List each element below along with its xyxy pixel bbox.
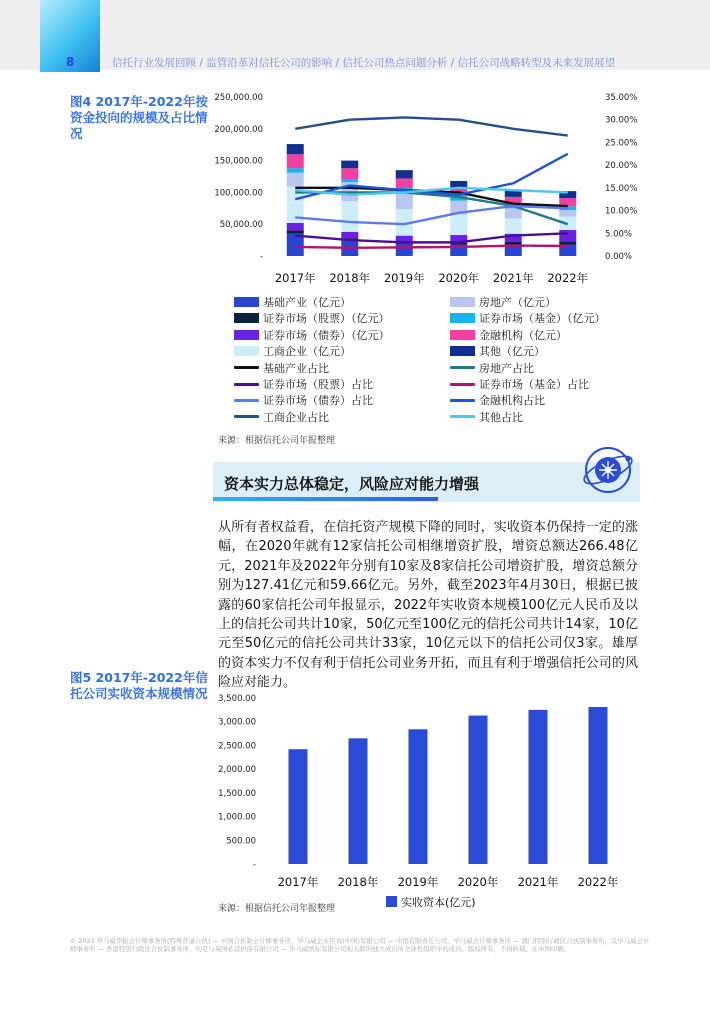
figure5-chart — [210, 690, 650, 912]
bar-segment — [505, 208, 522, 218]
x-tick-label: 2018年 — [337, 875, 379, 889]
section-title-underline — [213, 497, 438, 501]
legend-swatch — [234, 383, 259, 386]
legend-swatch — [234, 330, 259, 340]
x-tick-label: 2017年 — [274, 271, 316, 285]
legend-label: 证券市场（债券）（亿元） — [263, 328, 390, 342]
bar-segment — [341, 201, 358, 232]
y-tick-label: 2,500.00 — [218, 741, 256, 752]
legend-label: 证券市场（债券）占比 — [263, 394, 373, 408]
legend-swatch — [450, 297, 475, 307]
legend-label: 基础产业（亿元） — [263, 296, 351, 309]
x-tick-label: 2020年 — [438, 271, 480, 285]
y2-tick-label: 15.00% — [605, 183, 638, 194]
legend-swatch — [234, 415, 259, 418]
y2-tick-label: 5.00% — [605, 229, 633, 240]
legend-item — [234, 376, 373, 392]
legend-label: 其他（亿元） — [479, 345, 545, 359]
bar-segment — [287, 168, 304, 172]
legend-swatch — [450, 415, 475, 418]
legend-item — [450, 327, 567, 343]
legend-item — [234, 392, 373, 408]
y-tick-label: 200,000.00 — [214, 124, 263, 135]
legend-item — [234, 294, 351, 310]
legend-label: 证券市场（股票）占比 — [263, 378, 373, 391]
bar — [409, 729, 428, 864]
bar-segment — [559, 210, 576, 216]
legend-item — [450, 376, 589, 392]
legend-item — [450, 360, 534, 376]
orbit-icon — [580, 442, 636, 498]
y-tick-label: - — [252, 860, 256, 870]
legend-item — [234, 343, 351, 359]
bar-segment — [287, 154, 304, 168]
legend-label: 金融机构占比 — [479, 394, 545, 408]
bar-segment — [450, 215, 467, 235]
y-tick-label: - — [259, 252, 263, 262]
y2-tick-label: 10.00% — [605, 206, 638, 217]
series-line — [295, 246, 568, 248]
legend-label: 证券市场（基金）（亿元） — [479, 312, 606, 326]
legend-item — [234, 327, 390, 343]
legend-swatch — [234, 366, 259, 369]
y-tick-label: 1,500.00 — [218, 788, 256, 799]
x-tick-label: 2021年 — [492, 271, 534, 285]
x-tick-label: 2017年 — [277, 875, 319, 889]
x-tick-label: 2019年 — [383, 271, 425, 285]
bar-segment — [505, 218, 522, 233]
y2-tick-label: 35.00% — [605, 93, 638, 103]
bar — [349, 738, 368, 864]
copyright-footer: © 2023 毕马威华振会计师事务所(特殊普通合伙) — 中国合伙制会计师事务所，毕马威企业咨询(中国)有限公司 — 中国有限责任公司，毕马威会计师事务所 — 澳门特别行政区合伙制事务所，及毕马威会计师事务所 — 香港特别行政区合伙制事务所，均是与英国私营担保有限公司 — 毕马威国际有限公司相关联的独立成员所全球性组织中的成员。版权所有，不得转载。在中国印刷。 — [70, 937, 650, 953]
legend-label: 房地产占比 — [479, 361, 534, 375]
series-line — [295, 117, 568, 135]
legend-swatch — [450, 330, 475, 340]
bar-segment — [559, 230, 576, 241]
bar-segment — [396, 170, 413, 178]
legend-label: 证券市场（股票）（亿元） — [263, 312, 390, 326]
y-tick-label: 50,000.00 — [219, 220, 263, 231]
bar-segment — [287, 173, 304, 187]
bar-segment — [341, 179, 358, 182]
bar — [529, 710, 548, 864]
y-tick-label: 3,000.00 — [218, 717, 256, 728]
x-tick-label: 2018年 — [329, 271, 371, 285]
y2-tick-label: 0.00% — [605, 252, 633, 262]
legend-label: 工商企业占比 — [263, 410, 329, 424]
figure4-source: 来源：根据信托公司年报整理 — [218, 436, 336, 446]
section-title: 资本实力总体稳定，风险应对能力增强 — [224, 475, 480, 493]
legend-item — [450, 294, 556, 310]
y-tick-label: 2,000.00 — [218, 765, 256, 776]
legend-swatch — [450, 313, 475, 323]
x-tick-label: 2019年 — [397, 875, 439, 889]
legend-swatch — [450, 399, 475, 402]
bar-segment — [396, 178, 413, 188]
legend-item — [450, 392, 545, 408]
figure4-chart — [210, 88, 650, 290]
legend-label: 房地产（亿元） — [479, 296, 556, 309]
series-line — [295, 206, 568, 224]
bar-segment — [341, 232, 358, 238]
figure5-source: 来源：根据信托公司年报整理 — [218, 904, 336, 914]
legend-label: 工商企业（亿元） — [263, 345, 351, 359]
bar-segment — [341, 168, 358, 179]
legend-label: 证券市场（基金）占比 — [479, 378, 589, 391]
y-tick-label: 100,000.00 — [214, 188, 263, 199]
section-paragraph: 从所有者权益看，在信托资产规模下降的同时，实收资本仍保持一定的涨幅，在2020年就有12家信托公司相继增资扩股，增资总额达266.48亿元，2021年及2022年分别有10家及8家信托公司增资扩股，增资总额分别为127.41亿元和59.66亿元。另外，截至2023年4月30日，根据已披露的60家信托公司年报显示，2022年实收资本规模100亿元人民币及以上的信托公司共计10家，50亿元至100亿元的信托公司共计14家，10亿元至50亿元的信托公司共计33家，10亿元以下的信托公司仅3家。雄厚的资本实力不仅有利于信托公司业务开拓，而且有利于增强信托公司的风险应对能力。 — [218, 520, 638, 691]
legend-label: 基础产业占比 — [263, 361, 329, 375]
x-tick-label: 2020年 — [457, 875, 499, 889]
legend-label: 其他占比 — [479, 410, 523, 424]
bar-segment — [287, 144, 304, 154]
series-line — [295, 233, 568, 242]
legend-item — [234, 409, 329, 425]
legend-item — [450, 343, 545, 359]
y-tick-label: 500.00 — [226, 836, 256, 847]
legend-item — [234, 310, 390, 326]
legend-swatch — [234, 297, 259, 307]
legend-swatch — [234, 399, 259, 402]
x-tick-label: 2021年 — [517, 875, 559, 889]
x-tick-label: 2022年 — [577, 875, 619, 889]
x-tick-label: 2022年 — [547, 271, 589, 285]
legend-swatch — [450, 346, 475, 356]
figure4-title: 图4 2017年-2022年按资金投向的规模及占比情况 — [70, 94, 208, 141]
y-tick-label: 3,500.00 — [218, 694, 256, 704]
figure5-title: 图5 2017年-2022年信托公司实收资本规模情况 — [70, 670, 208, 701]
y2-tick-label: 25.00% — [605, 138, 638, 149]
bar-segment — [287, 231, 304, 234]
legend-label: 实收资本(亿元) — [401, 896, 476, 909]
legend-item — [234, 360, 329, 376]
y-tick-label: 150,000.00 — [214, 156, 263, 167]
y-tick-label: 250,000.00 — [214, 93, 263, 103]
legend-swatch — [234, 313, 259, 323]
bar — [589, 707, 608, 864]
y2-tick-label: 30.00% — [605, 115, 638, 126]
bar-segment — [559, 241, 576, 244]
breadcrumb: 信托行业发展回顾 / 监管沿革对信托公司的影响 / 信托公司热点问题分析 / 信托公司战略转型及未来发展展望 — [112, 57, 616, 69]
bar — [469, 716, 488, 864]
legend-item — [450, 409, 523, 425]
legend-swatch — [450, 383, 475, 386]
legend-swatch — [386, 896, 397, 907]
legend-swatch — [234, 346, 259, 356]
legend-swatch — [450, 366, 475, 369]
bar — [289, 749, 308, 864]
legend-label: 金融机构（亿元） — [479, 328, 567, 342]
page-number: 8 — [66, 55, 75, 69]
bar-segment — [396, 244, 413, 256]
bar-segment — [341, 161, 358, 169]
legend-item — [450, 310, 606, 326]
bar-segment — [287, 223, 304, 231]
y2-tick-label: 20.00% — [605, 161, 638, 172]
y-tick-label: 1,000.00 — [218, 812, 256, 823]
